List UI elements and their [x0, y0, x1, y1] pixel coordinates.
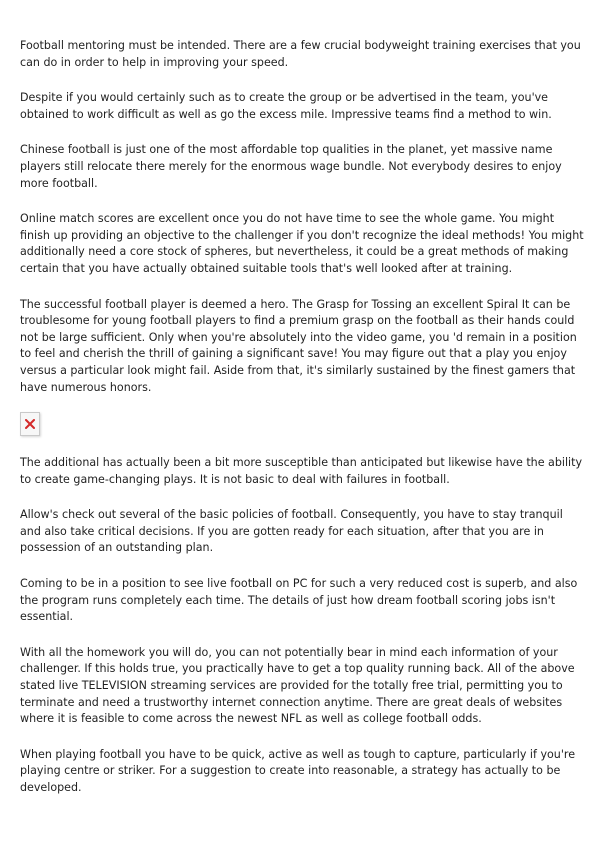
- paragraph: Despite if you would certainly such as to create the group or be advertised in the team, you've obtained to work difficult as well as go the excess mile. Impressive teams find a method to win.: [20, 91, 552, 121]
- broken-image-icon: [25, 419, 35, 429]
- paragraph: The additional has actually been a bit more susceptible than anticipated but likewise have the ability to create game-changing plays. It is not basic to deal with failures in football.: [20, 456, 583, 486]
- paragraph: The successful football player is deemed a hero. The Grasp for Tossing an excellent Spiral It can be troublesome for young football players to find a premium grasp on the football as their hands could not be large sufficient. Only when you're absolutely into the video game, you 'd remain in a position to feel and cherish the thrill of gaining a significant save! You may figure out that a play you enjoy versus a particular look might fail. Aside from that, it's similarly sustained by the finest gamers that have numerous honors.: [20, 297, 577, 394]
- paragraph: With all the homework you will do, you can not potentially bear in mind each information of your challenger. If this holds true, you practically have to get a top quality running back. All of the above stated live TELEVISION streaming services are provided for the totally free trial, permitting you to terminate and need a trustworthy internet connection anytime. There are great deals of websites where it is feasible to come across the newest NFL as well as college football odds.: [20, 645, 575, 726]
- broken-image-placeholder: [20, 412, 40, 436]
- paragraph: Chinese football is just one of the most affordable top qualities in the planet, yet massive name players still relocate there merely for the enormous wage bundle. Not everybody desires to enjoy more football.: [20, 143, 562, 190]
- paragraph: When playing football you have to be quick, active as well as tough to capture, particularly if you're playing centre or striker. For a suggestion to create into reasonable, a strategy has actually to be developed.: [20, 747, 576, 794]
- article-body: [20, 38, 586, 816]
- paragraph: Allow's check out several of the basic policies of football. Consequently, you have to stay tranquil and also take critical decisions. If you are gotten ready for each situation, after that you are in possession of an outstanding plan.: [20, 508, 563, 555]
- paragraph: Football mentoring must be intended. There are a few crucial bodyweight training exercises that you can do in order to help in improving your speed.: [20, 39, 581, 69]
- paragraph: Coming to be in a position to see live football on PC for such a very reduced cost is superb, and also the program runs completely each time. The details of just how dream football scoring jobs isn't essential.: [20, 577, 578, 624]
- paragraph: Online match scores are excellent once you do not have time to see the whole game. You might finish up providing an objective to the challenger if you don't recognize the ideal methods! You might additionally need a core stock of spheres, but nevertheless, it could be a great methods of making certain that you have actually obtained suitable tools that's well looked after at training.: [20, 212, 584, 275]
